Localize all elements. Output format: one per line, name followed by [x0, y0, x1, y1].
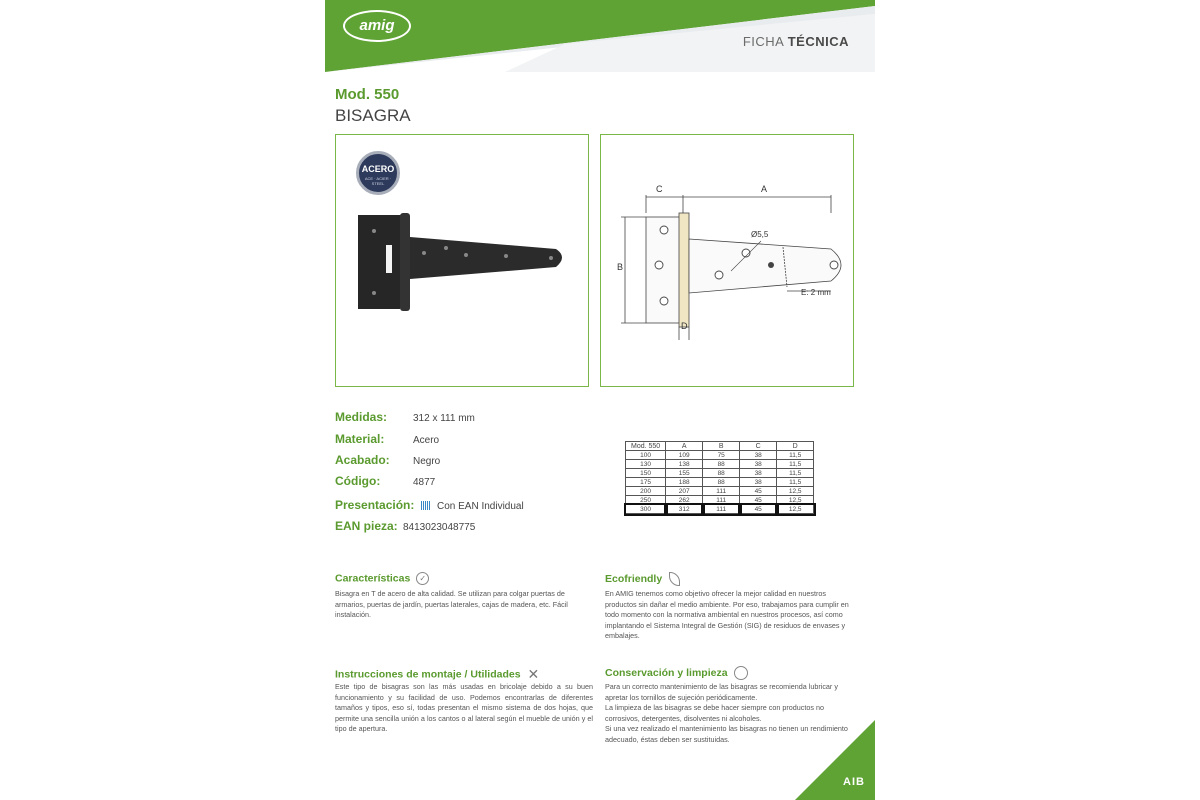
spec-row: Código: 4877 [335, 474, 436, 488]
table-row: 175 188 88 38 11,5 [626, 478, 814, 487]
table-row: 130 138 88 38 11,5 [626, 460, 814, 469]
dim-d-label: D [681, 321, 688, 331]
table-row: 250 262 111 45 12,5 [626, 496, 814, 505]
hole-diameter-label: Ø5,5 [751, 230, 769, 239]
steel-badge-icon: ACERO ACE · ACIER · STEEL [356, 151, 400, 195]
technical-sheet [325, 0, 875, 800]
table-row: 100 109 75 38 11,5 [626, 451, 814, 460]
dimensions-table [625, 441, 814, 514]
section-instrucciones-title: Instrucciones de montaje / Utilidades ✕ [335, 666, 540, 682]
section-conservacion-text: Para un correcto mantenimiento de las bisagras se recomienda lubricar y apretar los tornillos de sujeción periódicamente. La limpieza de las bisagras se debe hacer siempre con productos no corrosivos, detergentes, disolventes ni alcoholes. Si una vez realizado el mantenimiento las bisagras no tienen un rendimiento adecuado, éstas deben ser sustituidas. [605, 682, 848, 744]
table-header-row: Mod. 550 A B C D [626, 442, 814, 451]
thickness-label: E: 2 mm [801, 288, 831, 297]
barcode-icon [421, 501, 431, 510]
hinge-photo-icon [336, 135, 588, 386]
check-circle-icon: ✓ [416, 572, 429, 585]
technical-drawing-box [600, 134, 854, 387]
product-title: BISAGRA [335, 106, 411, 125]
dim-c-label: C [656, 184, 663, 194]
footer-corner [795, 720, 875, 800]
product-photo-box [335, 134, 589, 387]
spec-row: Medidas: 312 x 111 mm [335, 410, 475, 424]
section-ecofriendly-title: Ecofriendly [605, 572, 680, 586]
cleaning-icon [734, 666, 748, 680]
model-number: Mod. 550 [335, 86, 400, 103]
section-caracteristicas-text: Bisagra en T de acero de alta calidad. Se utilizan para colgar puertas de armarios, puertas de jardín, puertas laterales, cajas de madera, etc. Fácil instalación. [335, 589, 568, 620]
spec-row: Material: Acero [335, 432, 440, 446]
spec-row: Acabado: Negro [335, 453, 441, 467]
amig-logo: amig [343, 10, 411, 42]
spec-row: EAN pieza: 8413023048775 [335, 519, 476, 533]
sheet-type-label: FICHA TÉCNICA [742, 34, 849, 49]
spec-row: Presentación: Con EAN Individual [335, 498, 524, 512]
table-row-selected: 300 312 111 45 12,5 [626, 505, 814, 514]
section-conservacion-title: Conservación y limpieza [605, 666, 748, 680]
dim-b-label: B [617, 262, 624, 272]
dim-a-label: A [761, 184, 768, 194]
section-caracteristicas-title: Características ✓ [335, 572, 429, 585]
section-ecofriendly-text: En AMIG tenemos como objetivo ofrecer la mejor calidad en nuestros productos sin dañar el medio ambiente. Por eso, trabajamos para cumplir en todo momento con la normativa ambiental en nuestros procesos, así como implantando el Sistema Integral de Gestión (SIG) de residuos de envases y embalajes. [605, 589, 849, 641]
leaf-icon [669, 572, 680, 586]
footer-corner-logo: AIB [843, 776, 865, 788]
section-instrucciones-text: Este tipo de bisagras son las más usadas en bricolaje debido a su buen funcionamiento y su facilidad de uso. Podemos encontrarlas de diferentes tamaños y tipos, eso sí, todas presentan el mismo sistema de dos hojas, que permite una sencilla unión a los cantos o al lateral según el mueble de unión y el tipo de apertura. [335, 682, 593, 734]
hinge-diagram-icon [601, 135, 853, 386]
tools-icon: ✕ [527, 666, 540, 682]
table-row: 150 155 88 38 11,5 [626, 469, 814, 478]
table-row: 200 207 111 45 12,5 [626, 487, 814, 496]
